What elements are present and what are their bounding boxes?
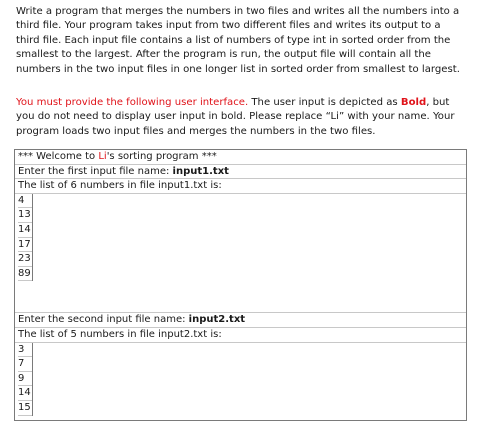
number-list-2: [18, 343, 33, 416]
list-item: 9: [18, 372, 32, 387]
description-line: smallest to the largest. After the program is run, the output file will contain all the: [16, 49, 431, 61]
problem-description: [16, 5, 466, 77]
sample-console-output: [14, 149, 467, 421]
list-item: 14: [18, 386, 32, 401]
description-line: third file. Each input file contains a list of numbers of type int in sorted order from the: [16, 34, 451, 46]
list-item: 3: [18, 343, 32, 358]
list-item: 14: [18, 223, 32, 238]
requirement-line: program loads two input files and merges the numbers in the two files.: [16, 125, 376, 137]
welcome-text: 's sorting program ***: [106, 151, 217, 162]
prompt-text: Enter the first input file name:: [18, 165, 173, 177]
blank-gap: [15, 281, 466, 313]
interface-requirements: [16, 96, 468, 139]
first-file-prompt: [15, 165, 466, 180]
list-item: 23: [18, 252, 32, 267]
requirement-line: you do not need to display user input in bold. Please replace “Li” with your name. Your: [16, 111, 455, 123]
number-list-1: [18, 194, 33, 282]
user-name: Li: [98, 151, 107, 162]
user-input: input1.txt: [172, 165, 229, 177]
list-item: 17: [18, 238, 32, 253]
requirement-line: [16, 96, 468, 110]
list-item: 13: [18, 208, 32, 223]
list2-header: The list of 5 numbers in file input2.txt is:: [15, 328, 466, 343]
bold-keyword: Bold: [400, 97, 427, 108]
description-line: third file. Your program takes input from two different files and writes its output to a: [16, 20, 441, 32]
list-item: 15: [18, 401, 32, 416]
description-line: numbers in the two input files in one longer list in sorted order from smallest to largest.: [16, 63, 460, 75]
second-file-prompt: [15, 313, 466, 328]
list1-header: The list of 6 numbers in file input1.txt is:: [15, 179, 466, 194]
welcome-line: [15, 150, 466, 165]
description-line: Write a program that merges the numbers in two files and writes all the numbers into a: [16, 6, 460, 17]
welcome-text: *** Welcome to: [18, 151, 99, 162]
user-input: input2.txt: [188, 314, 246, 326]
prompt-text: Enter the second input file name:: [18, 314, 189, 326]
requirement-text: , but: [426, 97, 450, 108]
requirement-text: The user input is depicted as: [248, 97, 401, 108]
list-item: 4: [18, 194, 32, 209]
list-item: 7: [18, 357, 32, 372]
list-item: 89: [18, 267, 32, 282]
requirement-highlight: You must provide the following user interface.: [16, 97, 249, 108]
